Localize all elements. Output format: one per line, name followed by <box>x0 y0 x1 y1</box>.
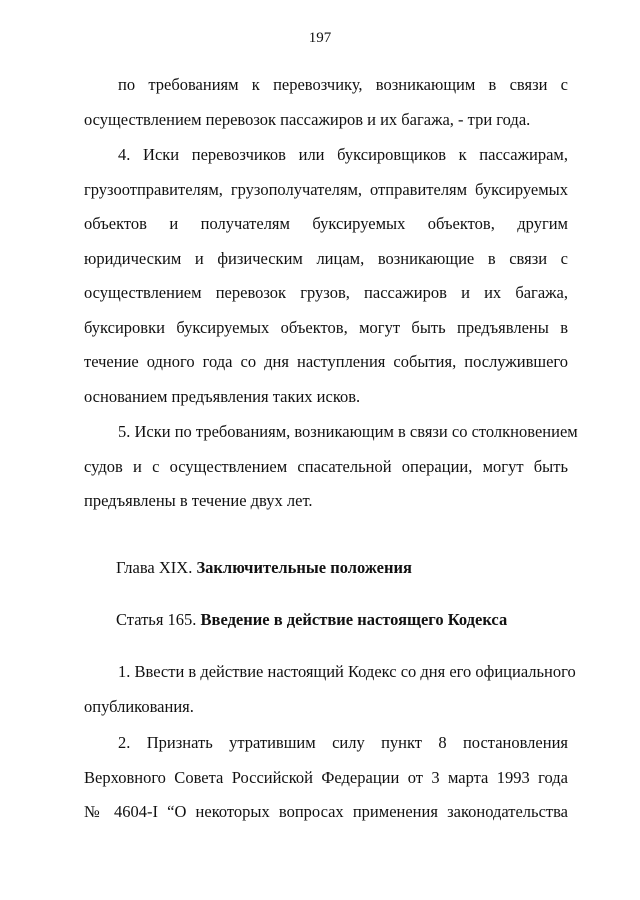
text-line: грузоотправителям, грузополучателям, отправителям буксируемых <box>84 179 568 199</box>
text-line: осуществлением перевозок грузов, пассажиров и их багажа, <box>84 283 568 302</box>
text-line: предъявлены в течение двух лет. <box>84 491 313 510</box>
text-line: основанием предъявления таких исков. <box>84 386 361 406</box>
page-number: 197 <box>308 30 332 46</box>
text-line: судов и с осуществлением спасательной операции, могут быть <box>84 456 568 476</box>
article-heading <box>116 610 507 630</box>
text-line: Верховного Совета Российской Федерации от 3 марта 1993 года <box>84 767 568 787</box>
text-line: 5. Иски по требованиям, возникающим в связи со столкновением <box>118 422 578 441</box>
text-line: течение одного года со дня наступления события, послужившего <box>84 352 568 371</box>
text-line: объектов и получателям буксируемых объектов, другим <box>84 214 568 233</box>
paragraph-5 <box>84 415 578 519</box>
text-line: 2. Признать утратившим силу пункт 8 постановления <box>118 733 568 752</box>
text-line: юридическим и физическим лицам, возникающие в связи с <box>84 248 568 268</box>
chapter-prefix: Глава XIX. <box>116 558 193 577</box>
text-line: буксировки буксируемых объектов, могут быть предъявлены в <box>84 317 568 337</box>
text-line: осуществлением перевозок пассажиров и их багажа, - три года. <box>84 109 531 129</box>
item-1 <box>84 655 576 724</box>
text-line: опубликования. <box>84 696 194 716</box>
text-line: № 4604-I “О некоторых вопросах применения законодательства <box>84 802 568 821</box>
chapter-heading <box>116 558 412 578</box>
chapter-title: Заключительные положения <box>196 558 412 577</box>
article-prefix: Статья 165. <box>116 610 197 629</box>
paragraph-4 <box>84 138 568 414</box>
text-line: 1. Ввести в действие настоящий Кодекс со дня его официального <box>118 662 576 681</box>
text-line: по требованиям к перевозчику, возникающим в связи с <box>118 75 568 94</box>
text-line: 4. Иски перевозчиков или буксировщиков к пассажирам, <box>118 145 568 164</box>
paragraph-continuation <box>84 68 568 137</box>
item-2 <box>84 726 568 830</box>
article-title: Введение в действие настоящего Кодекса <box>200 610 508 629</box>
